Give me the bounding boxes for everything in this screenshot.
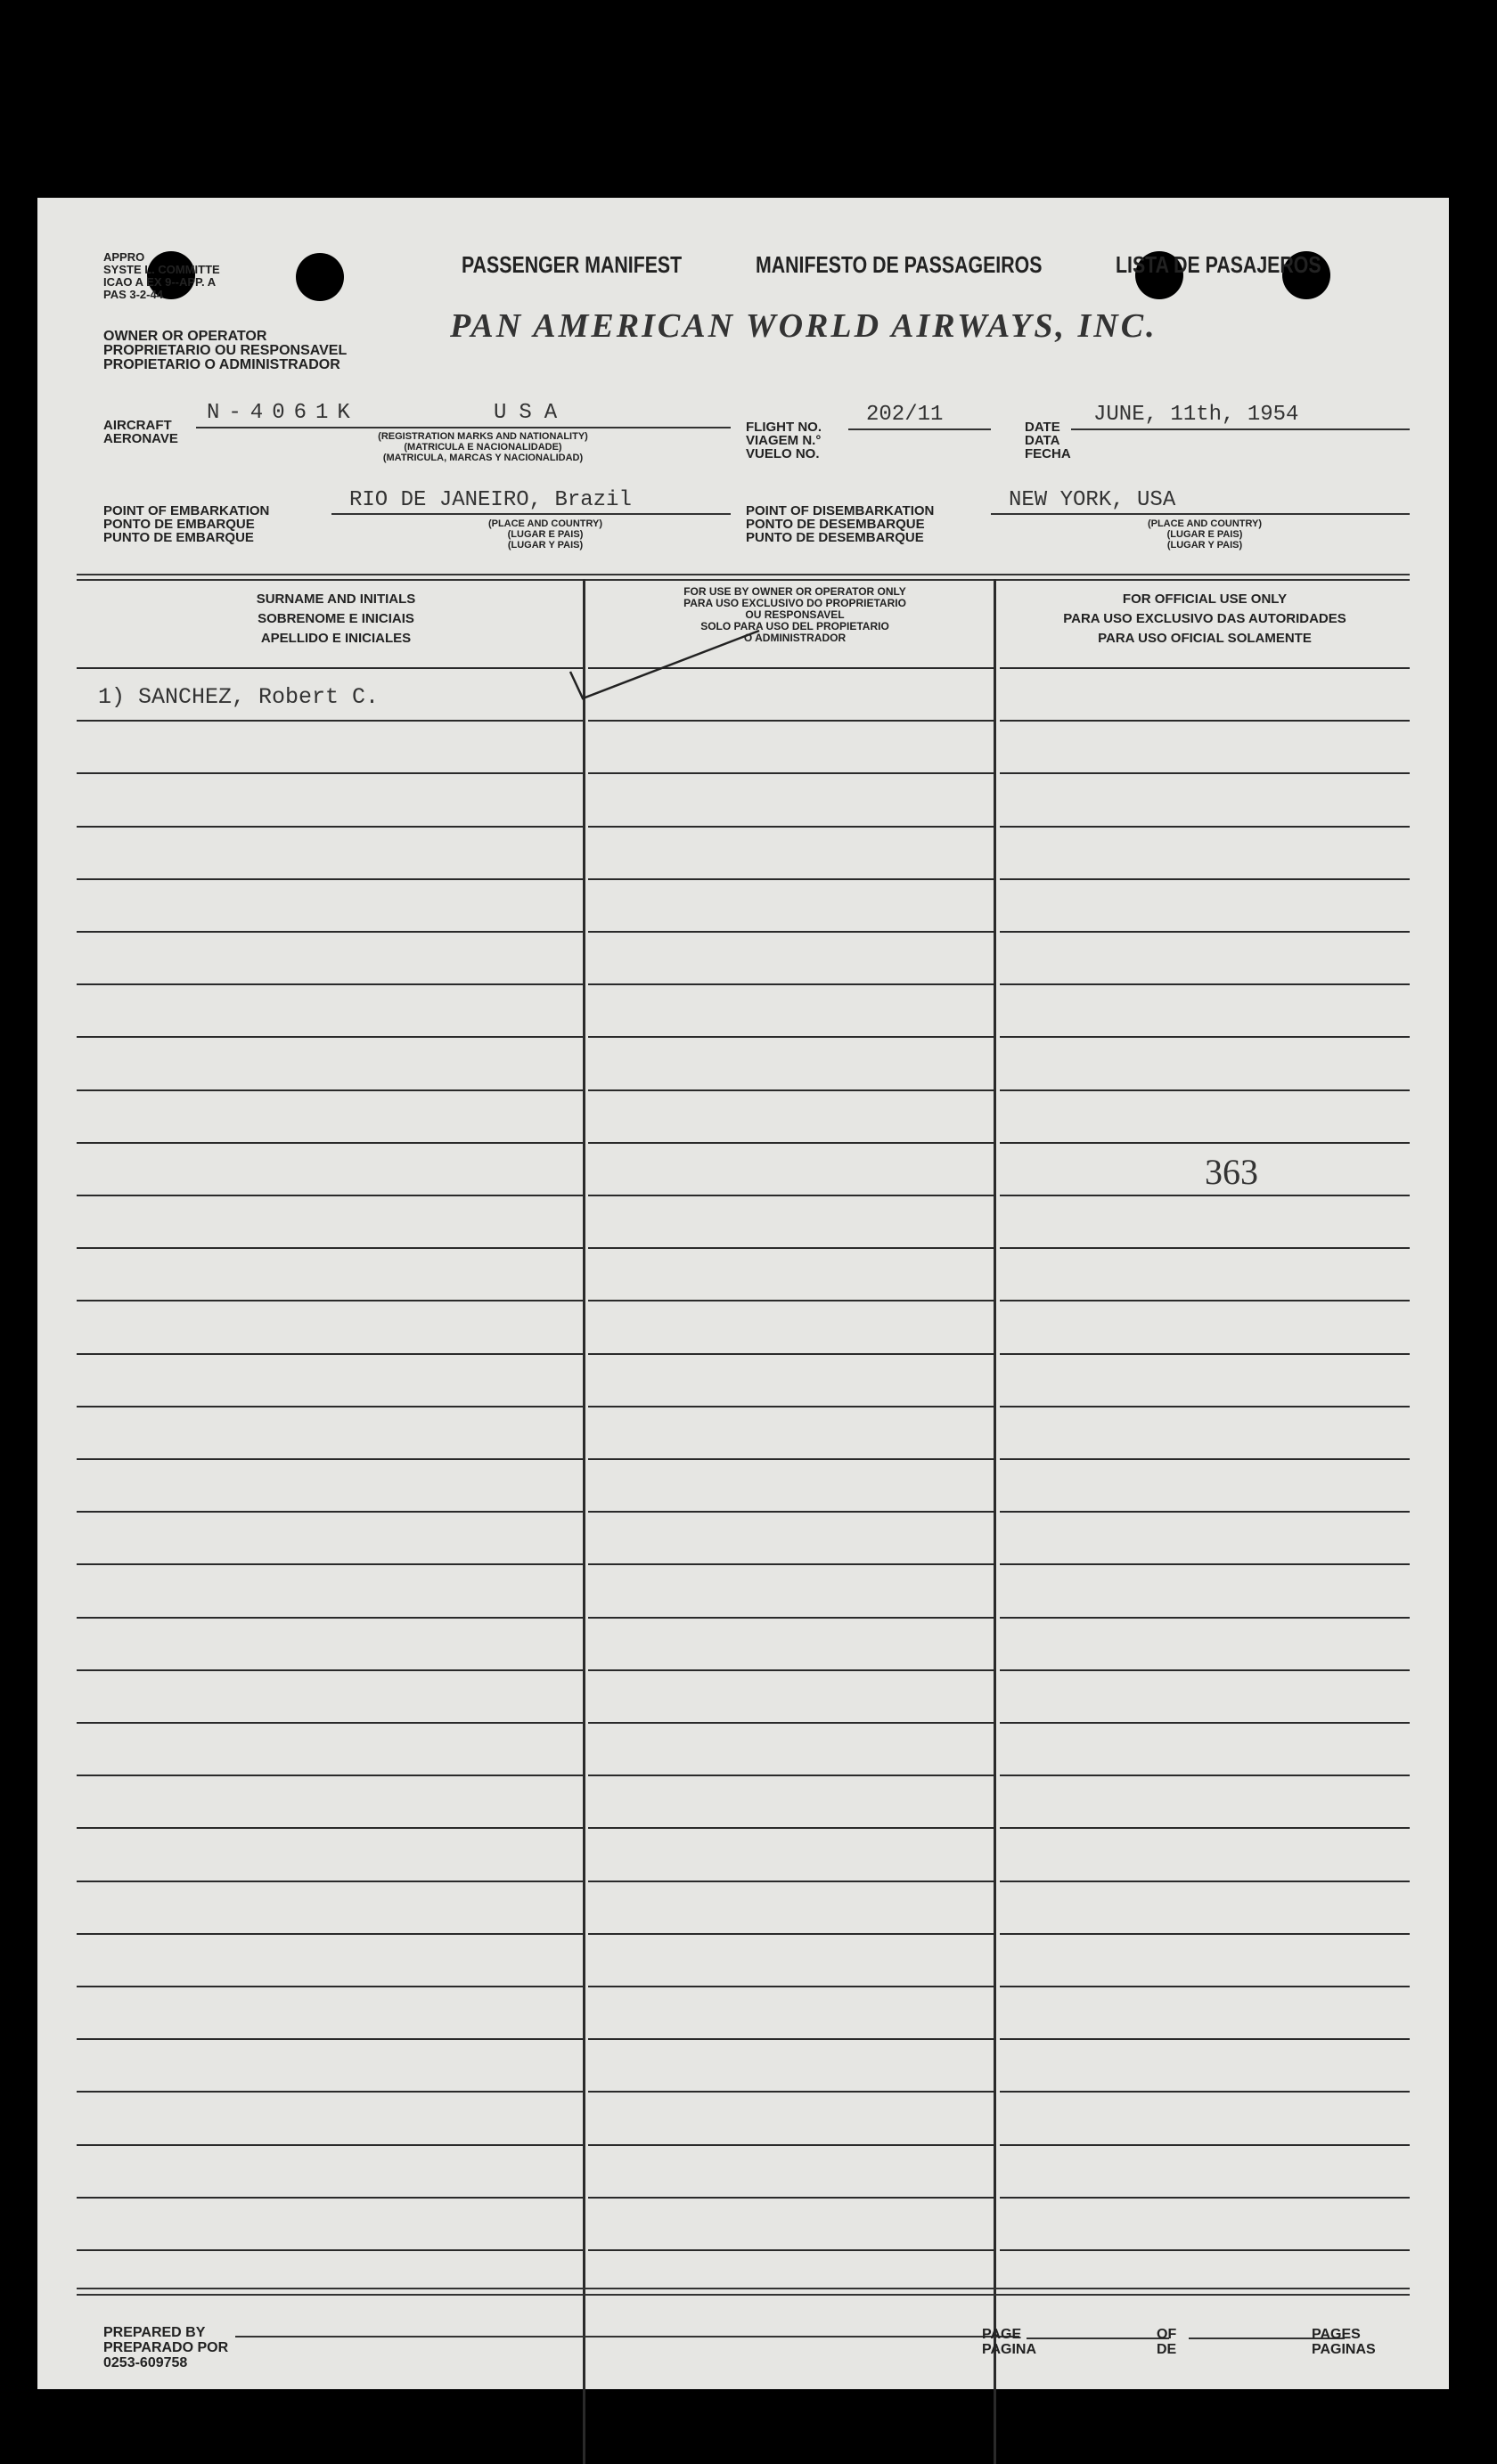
owner-operator-label: [103, 330, 347, 372]
embarkation-label-line: PUNTO DE EMBARQUE: [103, 530, 254, 545]
column-header-line: O ADMINISTRADOR: [743, 632, 847, 644]
aircraft-registration: N-4061K: [207, 401, 359, 425]
table-row-line: [588, 2144, 994, 2146]
date-label-line: DATE: [1025, 420, 1060, 435]
of-label-line: DE: [1157, 2342, 1177, 2357]
table-row-line: [77, 1142, 583, 1144]
table-row-line: [588, 1617, 994, 1619]
prepared-by-line: PREPARED BY: [103, 2325, 206, 2340]
table-bottom-rule-double: [77, 2294, 1410, 2296]
table-row-line: [1000, 1195, 1410, 1196]
of-label: [1157, 2327, 1176, 2357]
table-row-line: [77, 2197, 583, 2199]
table-row-line: [588, 1458, 994, 1460]
aircraft-underline: [196, 427, 731, 428]
table-row-line: [77, 826, 583, 828]
table-row-line: [588, 1142, 994, 1144]
table-row-line: [1000, 983, 1410, 985]
approval-line: ICAO A EX 9--APP. A: [103, 275, 217, 289]
table-row-line: [77, 1247, 583, 1249]
disembarkation-label-line: PONTO DE DESEMBARQUE: [746, 517, 925, 532]
disembarkation-label-line: PUNTO DE DESEMBARQUE: [746, 530, 924, 545]
disembarkation-label: [746, 504, 934, 544]
embarkation-label: [103, 504, 269, 544]
table-top-rule: [77, 574, 1410, 575]
table-row-line: [1000, 2091, 1410, 2093]
column-header-names: [82, 590, 590, 649]
approval-line: SYSTE L. COMMITTE: [103, 263, 220, 276]
table-row-line: [77, 1300, 583, 1301]
column-header-line: PARA USO OFICIAL SOLAMENTE: [1098, 631, 1312, 646]
page-label: [982, 2327, 1036, 2357]
table-row-line: [1000, 1300, 1410, 1301]
approval-line: PAS 3-2-44: [103, 288, 163, 301]
aircraft-label-en: AIRCRAFT: [103, 418, 172, 433]
disembarkation-underline: [991, 513, 1410, 515]
table-row-line: [77, 2091, 583, 2093]
page-label-line: PAGINA: [982, 2342, 1037, 2357]
table-row-line: [77, 2249, 583, 2251]
table-row-line: [1000, 1986, 1410, 1987]
flight-number: 202/11: [866, 403, 944, 427]
table-row-line: [1000, 1881, 1410, 1882]
airline-name: PAN AMERICAN WORLD AIRWAYS, INC.: [450, 307, 1158, 345]
title-spanish: LISTA DE PASAJEROS: [1116, 251, 1321, 278]
embarkation-sub-line: (PLACE AND COUNTRY): [487, 518, 603, 529]
table-row-line: [1000, 1722, 1410, 1724]
table-row-line: [1000, 2038, 1410, 2040]
page-label-line: PAGE: [982, 2327, 1022, 2342]
aircraft-label: [103, 419, 178, 445]
table-row-line: [588, 1300, 994, 1301]
table-row-line: [588, 1563, 994, 1565]
table-row-line: [1000, 1669, 1410, 1671]
table-row-line: [1000, 1142, 1410, 1144]
table-row-line: [588, 1247, 994, 1249]
aircraft-label-pt: AERONAVE: [103, 431, 178, 446]
table-row-line: [588, 1195, 994, 1196]
table-row-line: [588, 1036, 994, 1038]
table-row-line: [77, 1669, 583, 1671]
embarkation-sub-line: (LUGAR E PAIS): [507, 529, 584, 540]
table-row-line: [1000, 1827, 1410, 1829]
table-row-line: [1000, 720, 1410, 722]
column-header-line: FOR OFFICIAL USE ONLY: [1122, 592, 1288, 607]
embarkation-label-line: POINT OF EMBARKATION: [103, 503, 270, 518]
table-row-line: [588, 1827, 994, 1829]
aircraft-sublabel: [305, 431, 661, 463]
pages-label-line: PAGES: [1312, 2327, 1361, 2342]
column-header-line: SOBRENOME E INICIAIS: [258, 611, 414, 626]
title-portuguese: MANIFESTO DE PASSAGEIROS: [756, 251, 1043, 278]
table-row-line: [77, 720, 583, 722]
check-mark-icon: [563, 624, 768, 722]
table-row-line: [588, 1722, 994, 1724]
table-row-line: [77, 1511, 583, 1513]
prepared-by-underline: [235, 2336, 1019, 2338]
flight-label-line: VIAGEM N.°: [746, 433, 822, 448]
embarkation-place: RIO DE JANEIRO, Brazil: [349, 488, 632, 512]
table-row-line: [77, 2144, 583, 2146]
table-bottom-rule: [77, 2288, 1410, 2289]
prepared-by-line: PREPARADO POR: [103, 2340, 229, 2355]
table-row-line: [77, 1089, 583, 1091]
date-label-line: FECHA: [1025, 446, 1071, 461]
stamp-number: 363: [1205, 1152, 1258, 1192]
pages-label-line: PAGINAS: [1312, 2342, 1376, 2357]
disembarkation-sub-line: (PLACE AND COUNTRY): [1147, 518, 1263, 529]
table-row-line: [1000, 1036, 1410, 1038]
table-row-line: [1000, 1247, 1410, 1249]
table-row-line: [77, 1195, 583, 1196]
column-divider-1: [583, 579, 585, 2464]
table-row-line: [1000, 1933, 1410, 1935]
column-header-line: PARA USO EXCLUSIVO DAS AUTORIDADES: [1063, 611, 1346, 626]
embarkation-label-line: PONTO DE EMBARQUE: [103, 517, 255, 532]
form-number: 0253-609758: [103, 2355, 188, 2370]
table-row-line: [588, 1986, 994, 1987]
date-underline: [1071, 428, 1410, 430]
table-row-line: [77, 772, 583, 774]
manifest-sheet: [37, 198, 1449, 2389]
table-row-line: [588, 2091, 994, 2093]
table-row-line: [588, 2197, 994, 2199]
title-english: PASSENGER MANIFEST: [462, 251, 683, 278]
table-row-line: [1000, 1458, 1410, 1460]
table-row-line: [1000, 2249, 1410, 2251]
table-row-line: [588, 878, 994, 880]
column-header-line: APELLIDO E INICIALES: [260, 631, 412, 646]
owner-line: PROPRIETARIO OU RESPONSAVEL: [103, 343, 348, 358]
disembarkation-sub-line: (LUGAR E PAIS): [1166, 529, 1243, 540]
column-header-official-use: [1000, 590, 1410, 649]
table-row-line: [1000, 1511, 1410, 1513]
table-row-line: [588, 1669, 994, 1671]
column-header-line: SOLO PARA USO DEL PROPIETARIO: [700, 620, 889, 632]
aircraft-sub-line: (MATRICULA, MARCAS Y NACIONALIDAD): [382, 453, 584, 463]
table-row-line: [588, 1406, 994, 1407]
disembarkation-sublabel: [1107, 518, 1303, 551]
table-row-line: [77, 1827, 583, 1829]
aircraft-nationality: USA: [494, 401, 570, 425]
column-divider-2: [994, 579, 996, 2464]
table-row-line: [77, 1406, 583, 1407]
flight-label-line: VUELO NO.: [746, 446, 820, 461]
aircraft-sub-line: (REGISTRATION MARKS AND NATIONALITY): [378, 431, 588, 442]
column-header-line: OU RESPONSAVEL: [745, 608, 845, 621]
table-row-line: [1000, 2144, 1410, 2146]
table-row-line: [588, 826, 994, 828]
table-row-line: [588, 1353, 994, 1355]
table-row-line: [1000, 878, 1410, 880]
owner-line: PROPIETARIO O ADMINISTRADOR: [103, 357, 340, 372]
table-top-rule-double: [77, 579, 1410, 581]
table-row-line: [77, 2038, 583, 2040]
table-row-line: [77, 1775, 583, 1776]
embarkation-sublabel: [447, 518, 643, 551]
approval-line: APPRO: [103, 250, 145, 264]
table-row-line: [588, 1881, 994, 1882]
table-row-line: [1000, 1563, 1410, 1565]
disembarkation-place: NEW YORK, USA: [1009, 488, 1176, 512]
table-row-line: [1000, 667, 1410, 669]
table-row-line: [588, 2249, 994, 2251]
table-row-line: [77, 931, 583, 933]
table-row-line: [77, 1036, 583, 1038]
column-header-line: PARA USO EXCLUSIVO DO PROPRIETARIO: [683, 597, 906, 609]
table-row-line: [77, 667, 583, 669]
table-row-line: [588, 983, 994, 985]
page-underline: [1027, 2338, 1169, 2339]
table-row-line: [1000, 1406, 1410, 1407]
flight-label-line: FLIGHT NO.: [746, 420, 822, 435]
table-row-line: [77, 1881, 583, 1882]
table-row-line: [1000, 1353, 1410, 1355]
table-row-line: [77, 1986, 583, 1987]
table-row-line: [1000, 826, 1410, 828]
table-row-line: [77, 983, 583, 985]
aircraft-sub-line: (MATRICULA E NACIONALIDADE): [404, 442, 562, 453]
of-label-line: OF: [1157, 2327, 1177, 2342]
table-row-line: [588, 1933, 994, 1935]
table-row-line: [1000, 931, 1410, 933]
table-row-line: [1000, 2197, 1410, 2199]
table-row-line: [588, 2038, 994, 2040]
table-row-line: [77, 1353, 583, 1355]
pages-label: [1312, 2327, 1376, 2357]
table-row-line: [77, 1617, 583, 1619]
table-row-line: [588, 1089, 994, 1091]
flight-underline: [848, 428, 991, 430]
table-row-line: [588, 772, 994, 774]
column-header-line: SURNAME AND INITIALS: [256, 592, 416, 607]
approval-block: [103, 251, 308, 301]
embarkation-underline: [331, 513, 731, 515]
flight-date: JUNE, 11th, 1954: [1093, 403, 1299, 427]
table-row-line: [1000, 1775, 1410, 1776]
owner-line: OWNER OR OPERATOR: [103, 329, 267, 344]
disembarkation-label-line: POINT OF DISEMBARKATION: [746, 503, 935, 518]
date-label-line: DATA: [1025, 433, 1060, 448]
table-row-line: [77, 1458, 583, 1460]
table-row-line: [1000, 1617, 1410, 1619]
table-row-line: [588, 1511, 994, 1513]
table-row-line: [588, 931, 994, 933]
table-row-line: [77, 1563, 583, 1565]
passenger-entry-1: 1) SANCHEZ, Robert C.: [98, 684, 380, 710]
table-row-line: [77, 878, 583, 880]
table-row-line: [1000, 1089, 1410, 1091]
date-label: [1025, 420, 1071, 461]
table-row-line: [77, 1722, 583, 1724]
table-row-line: [588, 1775, 994, 1776]
table-row-line: [77, 1933, 583, 1935]
flight-label: [746, 420, 822, 461]
table-row-line: [1000, 772, 1410, 774]
column-header-line: FOR USE BY OWNER OR OPERATOR ONLY: [683, 585, 906, 598]
disembarkation-sub-line: (LUGAR Y PAIS): [1166, 540, 1243, 551]
prepared-by-label: [103, 2325, 228, 2370]
embarkation-sub-line: (LUGAR Y PAIS): [507, 540, 584, 551]
